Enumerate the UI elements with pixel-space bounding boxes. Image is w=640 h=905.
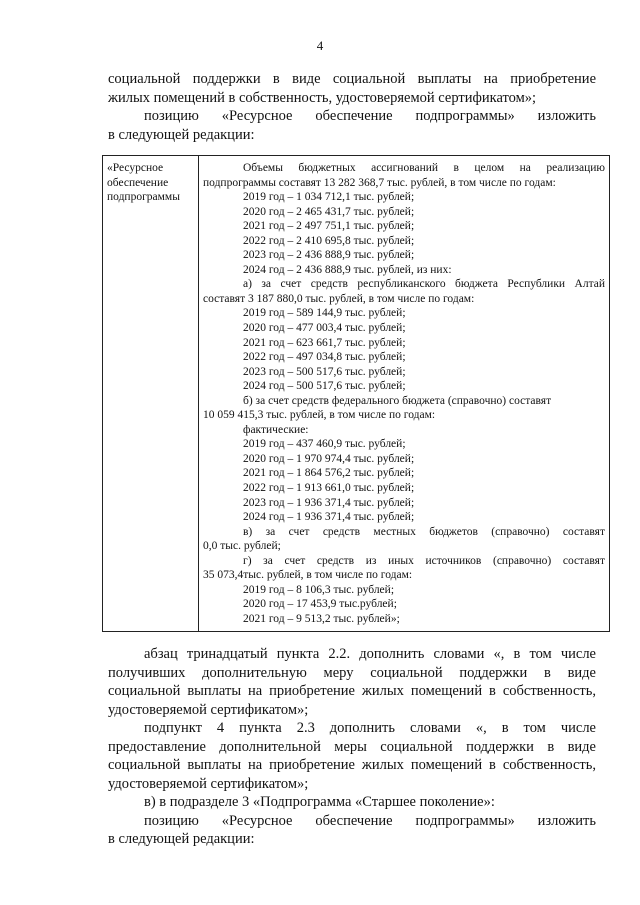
table-content-line: 2020 год – 477 003,4 тыс. рублей;	[243, 322, 406, 335]
text-line: удостоверяемой сертификатом»;	[108, 775, 309, 792]
text-line: абзац тринадцатый пункта 2.2. дополнить словами «, в том числе	[144, 646, 596, 662]
table-content-line: 2023 год – 500 517,6 тыс. рублей;	[243, 365, 406, 378]
table-content-line: Объемы бюджетных ассигнований в целом на реализацию	[243, 162, 605, 174]
table-content-line: 0,0 тыс. рублей;	[203, 540, 281, 553]
table-content-line: 2022 год – 1 913 661,0 тыс. рублей;	[243, 482, 415, 495]
label-line: обеспечение	[107, 176, 169, 189]
text-line: получивших дополнительную меру социальной поддержки в виде	[108, 664, 596, 681]
table-content-line: 2020 год – 17 453,9 тыс.рублей;	[243, 598, 397, 611]
label-line: подпрограммы	[107, 191, 180, 204]
table-content-line: 2019 год – 437 460,9 тыс. рублей;	[243, 438, 406, 451]
table-content-line: 2024 год – 2 436 888,9 тыс. рублей, из них:	[243, 263, 452, 276]
table-content-line: 2022 год – 2 410 695,8 тыс. рублей;	[243, 234, 415, 247]
table-content-line: 2021 год – 9 513,2 тыс. рублей»;	[243, 612, 400, 625]
table-content-line: в) за счет средств местных бюджетов (справочно) составят	[243, 525, 605, 538]
text-line: позицию «Ресурсное обеспечение подпрограммы» изложить	[144, 812, 596, 829]
table-content-line: б) за счет средств федерального бюджета (справочно) составят	[243, 394, 552, 407]
text-line: социальной выплаты на приобретение жилых помещений в собственность,	[108, 757, 596, 773]
table-content-line: составят 3 187 880,0 тыс. рублей, в том числе по годам:	[203, 292, 475, 305]
table-content-line: 2019 год – 1 034 712,1 тыс. рублей;	[243, 191, 415, 204]
table-content-line: 2019 год – 8 106,3 тыс. рублей;	[243, 583, 395, 596]
table-content-line: подпрограммы составят 13 282 368,7 тыс. рублей, в том числе по годам:	[203, 176, 556, 189]
text-line: социальной поддержки в виде социальной выплаты на приобретение	[108, 71, 596, 87]
table-content-cell	[199, 156, 610, 632]
text-line: жилых помещений в собственность, удостоверяемой сертификатом»;	[108, 89, 537, 106]
table-content-line: а) за счет средств республиканского бюджета Республики Алтай	[243, 278, 605, 291]
table-content-line: 2021 год – 2 497 751,1 тыс. рублей;	[243, 220, 415, 233]
text-line: предоставление дополнительной меры социальной поддержки в виде	[108, 738, 596, 755]
table-content-line: 2019 год – 589 144,9 тыс. рублей;	[243, 307, 406, 320]
resource-table	[102, 155, 610, 632]
table-content-line: 35 073,4тыс. рублей, в том числе по годам:	[203, 569, 413, 582]
text-line: подпункт 4 пункта 2.3 дополнить словами «, в том числе	[144, 720, 596, 736]
table-content-line: 10 059 415,3 тыс. рублей, в том числе по годам:	[203, 409, 436, 422]
page-number: 4	[316, 38, 324, 53]
table-content-line: 2023 год – 2 436 888,9 тыс. рублей;	[243, 249, 415, 262]
table-content-line: 2020 год – 2 465 431,7 тыс. рублей;	[243, 205, 415, 218]
table-content-line: 2021 год – 1 864 576,2 тыс. рублей;	[243, 467, 415, 480]
text-line: в следующей редакции:	[108, 126, 255, 143]
table-content-line: 2024 год – 1 936 371,4 тыс. рублей;	[243, 511, 415, 524]
text-line: позицию «Ресурсное обеспечение подпрограммы» изложить	[144, 108, 596, 124]
table-content-line: 2024 год – 500 517,6 тыс. рублей;	[243, 380, 406, 393]
table-content-line: 2021 год – 623 661,7 тыс. рублей;	[243, 336, 406, 349]
label-line: «Ресурсное	[107, 162, 164, 174]
text-line: в следующей редакции:	[108, 831, 255, 847]
table-content-line: фактические:	[243, 423, 309, 436]
text-line: в) в подразделе 3 «Подпрограмма «Старшее поколение»:	[144, 794, 495, 810]
table-content-line: 2020 год – 1 970 974,4 тыс. рублей;	[243, 452, 415, 465]
table-content-line: 2023 год – 1 936 371,4 тыс. рублей;	[243, 496, 415, 509]
after-text	[108, 645, 596, 849]
text-line: социальной выплаты на приобретение жилых помещений в собственность,	[108, 683, 596, 699]
table-content-line: 2022 год – 497 034,8 тыс. рублей;	[243, 351, 406, 364]
table-row	[103, 156, 610, 632]
text-line: удостоверяемой сертификатом»;	[108, 701, 309, 718]
table-content-line: г) за счет средств из иных источников (справочно) составят	[243, 554, 605, 567]
intro-text	[108, 70, 596, 144]
table-label-cell	[103, 156, 199, 632]
